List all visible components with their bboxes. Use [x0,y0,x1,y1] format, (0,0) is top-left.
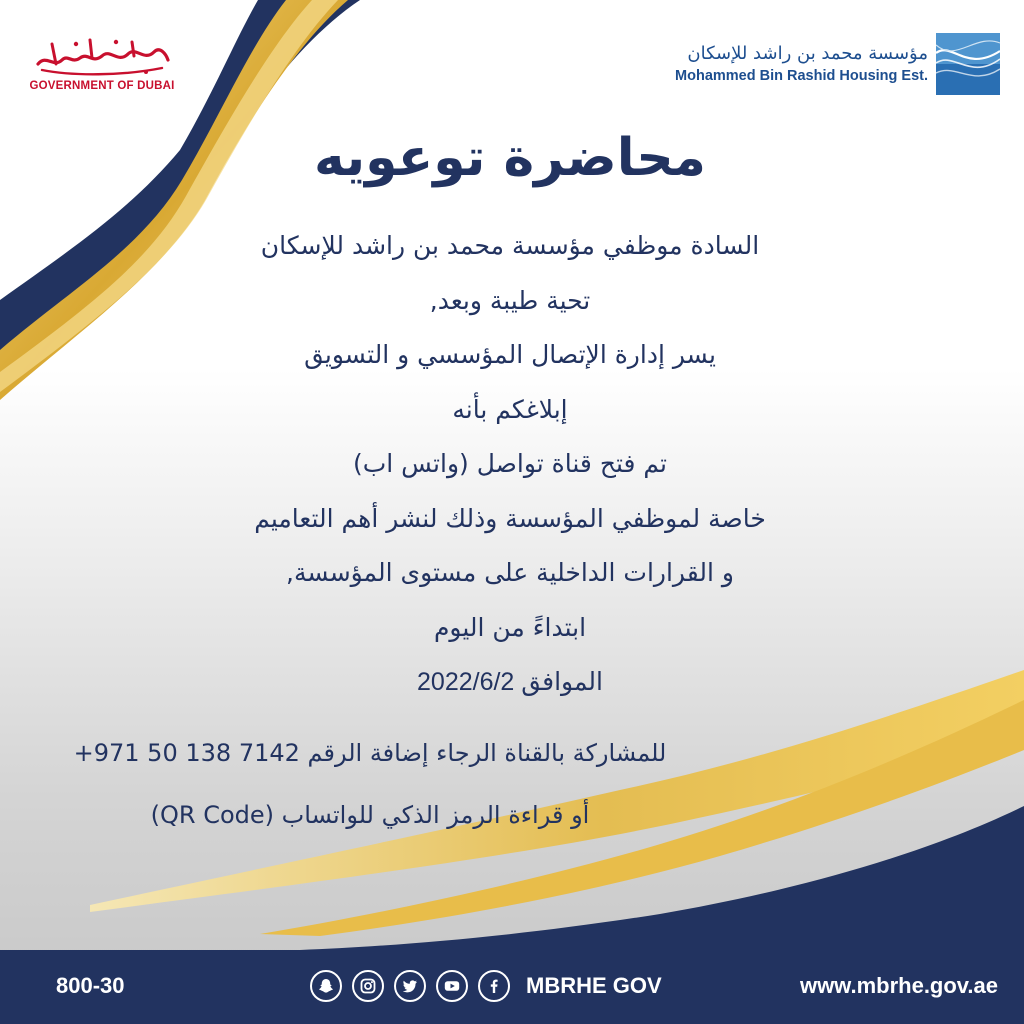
body-line-inform: إبلاغكم بأنه [452,394,568,424]
mbrhe-arabic-name: مؤسسة محمد بن راشد للإسكان [687,43,928,64]
participation-phone-line: للمشاركة بالقناة الرجاء إضافة الرقم 7142 138 50 971+ [73,739,667,767]
youtube-icon[interactable] [436,970,468,1002]
announcement-body [180,219,840,710]
body-line-greeting-recipients: السادة موظفي مؤسسة محمد بن راشد للإسكان [260,231,760,260]
body-line-purpose: خاصة لموظفي المؤسسة وذلك لنشر أهم التعاميم [254,503,766,533]
mbrhe-logo [675,32,1000,96]
participation-qr-line: أو قراءة الرمز الذكي للواتساب (QR Code) [150,801,590,829]
government-caption: GOVERNMENT OF DUBAI [29,80,175,92]
hotline-number: 800-30 [56,973,125,998]
body-line-department: يسر إدارة الإتصال المؤسسي و التسويق [304,340,716,369]
dubai-calligraphy-mark [32,34,172,78]
body-line-starting-today: ابتداءً من اليوم [433,612,587,642]
body-line-decisions: و القرارات الداخلية على مستوى المؤسسة, [286,558,734,587]
body-line-date: الموافق 2022/6/2 [417,668,603,696]
body-line-salutation: تحية طيبة وبعد, [429,285,591,315]
body-line-channel-opened: تم فتح قناة تواصل (واتس اب) [353,449,667,478]
government-of-dubai-logo [26,34,178,92]
instagram-icon[interactable] [352,970,384,1002]
social-media-row [310,968,662,1004]
social-handle: MBRHE GOV [526,973,662,998]
facebook-icon[interactable] [478,970,510,1002]
website-link[interactable]: www.mbrhe.gov.ae [799,973,998,998]
snapchat-icon[interactable] [310,970,342,1002]
twitter-icon[interactable] [394,970,426,1002]
participation-info [40,722,700,846]
mbrhe-english-name: Mohammed Bin Rashid Housing Est. [675,68,928,84]
mbrhe-emblem-icon [936,33,1000,95]
page-title: محاضرة توعويه [314,128,706,188]
